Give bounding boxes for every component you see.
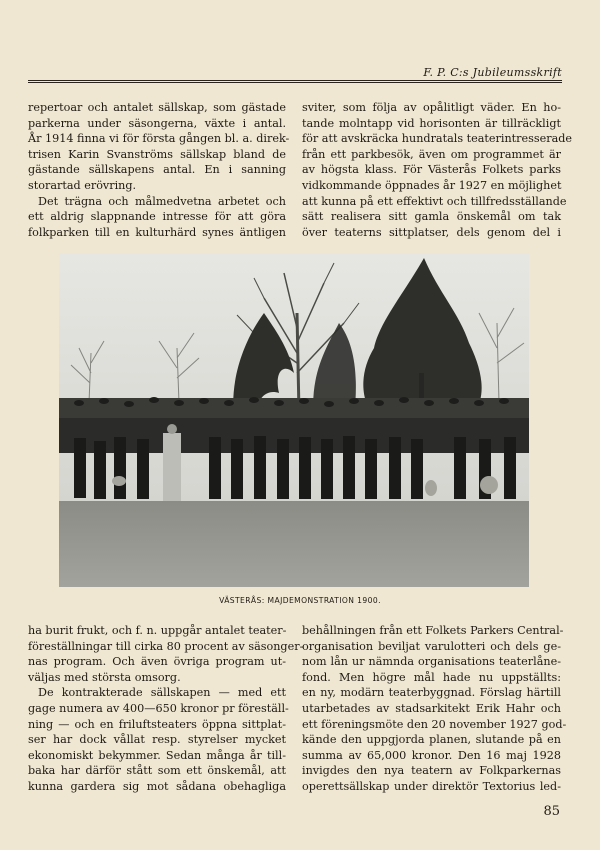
text-line: År 1914 finna vi för första gången bl. a. direk- bbox=[28, 132, 290, 146]
text-line: ser har dock vållat resp. styrelser mycket bbox=[28, 733, 286, 747]
text-line: föreställningar till cirka 80 procent av säsonger- bbox=[28, 639, 304, 653]
photo-caption: VÄSTERÅS: MAJDEMONSTRATION 1900. bbox=[219, 596, 381, 605]
text-line: kunna gardera sig mot sådana obehagliga bbox=[28, 779, 286, 793]
photograph bbox=[59, 253, 529, 587]
column-top-right bbox=[302, 100, 573, 240]
text-line: nas program. Och även övriga program ut- bbox=[28, 655, 286, 669]
text-line: gästande sällskapens antal. En i sanning bbox=[28, 163, 286, 177]
text-line: ekonomiskt bekymmer. Sedan många år till- bbox=[28, 748, 286, 762]
text-line: fond. Men högre mål hade nu uppställts: bbox=[302, 670, 561, 684]
text-line: kände den uppgjorda planen, slutande på en bbox=[302, 733, 561, 747]
text-line: baka har därför stått som ett önskemål, att bbox=[28, 764, 286, 778]
text-line: folkparken till en kulturhärd synes äntligen bbox=[28, 225, 286, 239]
text-line: ett föreningsmöte den 20 november 1927 god- bbox=[302, 717, 567, 731]
text-line: Det trägna och målmedvetna arbetet och bbox=[38, 194, 286, 208]
column-bottom-right bbox=[302, 623, 567, 795]
text-line: sviter, som följa av opålitligt väder. En ho- bbox=[302, 101, 561, 114]
text-line: summa av 65,000 kronor. Den 16 maj 1928 bbox=[302, 748, 561, 762]
header-rule bbox=[28, 80, 562, 83]
text-line: av högsta klass. För Västerås Folkets parks bbox=[302, 163, 561, 177]
text-line: invigdes den nya teatern av Folkparkernas bbox=[302, 764, 561, 778]
column-bottom-left bbox=[28, 623, 304, 795]
text-line: tande molntapp vid horisonten är tillräckligt bbox=[302, 116, 561, 130]
text-line: att kunna på ett effektivt och tillfredsställande bbox=[302, 194, 567, 208]
running-head: F. P. C:s Jubileumsskrift bbox=[423, 66, 562, 79]
text-line: gage numera av 400—650 kronor pr föreställ- bbox=[28, 701, 289, 715]
text-line: en ny, modärn teaterbyggnad. Förslag härtill bbox=[302, 686, 561, 700]
text-line: över teaterns sittplatser, dels genom del i bbox=[302, 225, 561, 239]
column-top-left bbox=[28, 100, 290, 240]
text-line: organisation beviljat varulotteri och dels ge- bbox=[302, 639, 561, 653]
text-line: sätt realisera sitt gamla önskemål om tak bbox=[302, 210, 561, 224]
text-line: repertoar och antalet sällskap, som gästade bbox=[28, 101, 286, 114]
page-number: 85 bbox=[543, 804, 560, 819]
photo-illustration bbox=[59, 253, 529, 587]
text-line: utarbetades av stadsarkitekt Erik Hahr och bbox=[302, 701, 561, 715]
text-line: De kontrakterade sällskapen — med ett bbox=[38, 686, 286, 700]
text-line: ett aldrig slappnande intresse för att göra bbox=[28, 210, 286, 224]
text-line: parkerna under säsongerna, växte i antal. bbox=[28, 116, 286, 130]
text-line: nom lån ur nämnda organisations teaterlåne- bbox=[302, 655, 561, 669]
text-line: ha burit frukt, och f. n. uppgår antalet teater- bbox=[28, 624, 287, 637]
text-line: behållningen från ett Folkets Parkers Central- bbox=[302, 624, 564, 637]
text-line: ning — och en friluftsteaters öppna sittplat- bbox=[28, 717, 286, 731]
text-line: storartad erövring. bbox=[28, 178, 137, 192]
text-line: operettsällskap under direktör Textorius led- bbox=[302, 779, 561, 793]
text-line: trisen Karin Svanströms sällskap bland de bbox=[28, 147, 286, 161]
text-line: från ett parkbesök, även om programmet är bbox=[302, 147, 561, 161]
text-line: för att avskräcka hundratals teaterintresserade bbox=[302, 132, 573, 146]
text-line: vidkommande öppnades år 1927 en möjlighet bbox=[302, 178, 562, 192]
text-line: väljas med största omsorg. bbox=[28, 670, 181, 684]
